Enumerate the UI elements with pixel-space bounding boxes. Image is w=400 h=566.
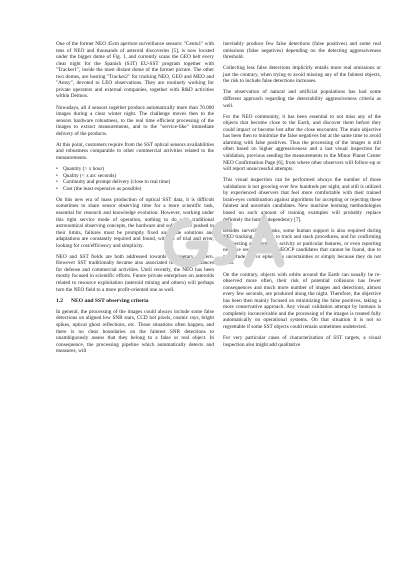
paragraph: For the NEO community, it has been essential to not miss any of the objects that become close to the Earth, and discover them before they could impact or become lost after the close encounter. The main objective has been then to minimize the false negatives but at the same time to avoid alarming with false positives. Thus the processing of the images is still often based on higher aggressiveness and a last visual inspection for validation, previous sending the measurements to the Minor Planet Center NEO Confirmation Page [6], from where other observers will follow-up or will report unsuccessful attempts. <box>223 113 381 173</box>
paragraph: Besides surveillance tasks, some human support is also required during NEO tracking activities, to track and stack procedures, and for confirming or rejecting any cometary activity or particular features, or even reporting negative results of some NEOCP candidates that cannot be found, due to magnitude and/or ephemeris uncertainties or simply because they do not exist. <box>223 227 381 267</box>
list-item: • Cost (the least expensive as possible) <box>56 186 214 193</box>
paragraph: Collecting less false detections implicitly entails more real omissions or just the contrary, when trying to avoid missing any of the faintest objects, the risk to include false detections increases. <box>223 65 381 85</box>
paragraph: One of the former NEO 45cm aperture surveillance sensors: "Centu1" with tens of NEO and thousands of asteroid discoveries [5], is now located under the bigger dome of Fig. 1, and currently scans the GEO belt every clear night for the Spanish (S3T) EU-SST program together with "Tracker1", inside the most distant dome of the former picture. The other two domes, are hosting "Tracker2" for tracking NEO, GEO and MEO and "Antsy", devoted to LEO observations. They are routinely working for private operators and external companies, together with R&D activities within Deimos. <box>56 41 214 100</box>
paragraph: In general, the processing of the images could always include some false detections on aligned low SNR stars, CCD hot pixels, cosmic rays, bright spikes, optical ghost reflections, etc. Those situations often happen, and there is no clear boundaries on the faintest SNR detections to unambiguously assess that they belong to a false or real object. In consequence, the processing pipeline which automatically detects and measures, will <box>56 308 214 355</box>
paragraph: Nowadays, all 4 sensors together produce automatically more than 70.000 images during a clear winter night. The challenge moves then to the sensors hardware robustness, to the real time efficient processing of the images to extract measurements, and to the "service-like" immediate delivery of the products. <box>56 104 214 137</box>
left-column <box>56 41 214 359</box>
paragraph: On this new era of mass production of optical SST data, it is difficult sometimes to share sensor observing time for a more scientific task, essential for research and knowledge evolution. However, working under this tight service mode of operation, nothing to do with traditional astronomical observing concepts, the hardware and software are pushed to their limits, failures must be promptly fixed and little solutions and adaptations are constantly required and found, with lot of trial and error, looking for cost/efficiency and simplicity. <box>56 196 214 249</box>
list-item: • Continuity and prompt delivery (close to real time) <box>56 179 214 186</box>
paragraph: On the contrary, objects with orbits around the Earth can usually be re-observed more often, their risk of potential collisions has fewer consequences and much more number of images and detections, almost every few seconds, are produced along the night. Therefore, the objective has been then mainly focused on minimizing the false positives, taking a more conservative approach. Any visual validation attempt by humans is completely inconceivable and the processing of the images is treated fully automatically on operational systems. On that situation it is not so regrettable if some SST objects could remain sometimes undetected. <box>223 271 381 330</box>
paragraph: NEO and SST fields are both addressed towards a planetary concern. However SST traditionally became also associated to strategic alliances for defense and commercial activities. Until recently, the NEO has been mostly focused in scientific efforts. Future private enterprises on asteroids related to resource exploitation (asteroid mining and others) will perhaps turn the NEO field to a more profit-oriented one as well. <box>56 253 214 293</box>
section-title: NEO and SST observing criteria <box>71 298 149 305</box>
paragraph: At this point, customers require from the SST optical sensors availabilities and robustness comparable to other commercial activities related to the measurements. <box>56 141 214 161</box>
section-heading <box>56 298 214 305</box>
list-item: • Quantity (> x hour) <box>56 166 214 173</box>
paragraph: For very particular cases of characterization of SST targets, a visual inspection also might add qualitative <box>223 335 381 348</box>
paragraph: The observation of natural and artificial populations has had some different approach regarding the detectability aggressiveness criteria as well. <box>223 89 381 109</box>
requirements-list <box>56 166 214 192</box>
right-column <box>223 41 381 353</box>
paragraph: inevitably produce few false detections (false positives) and some real omissions (false negatives) depending on the detecting aggressiveness threshold. <box>223 41 381 61</box>
section-number: 1.2 <box>56 298 63 305</box>
paragraph: This visual inspection can be performed always the number of those validations is not growing over few hundreds per night, and still is utilized by experienced observers that feel more comfortable with their trained brain-eyes combination against algorithms for accepting or rejecting these faintest and uncertain candidates. New machine learning methodologies based on such amount of training examples will probably replace definitely the human dependency [7]. <box>223 177 381 223</box>
list-item: • Quality (< x arc seconds) <box>56 173 214 180</box>
